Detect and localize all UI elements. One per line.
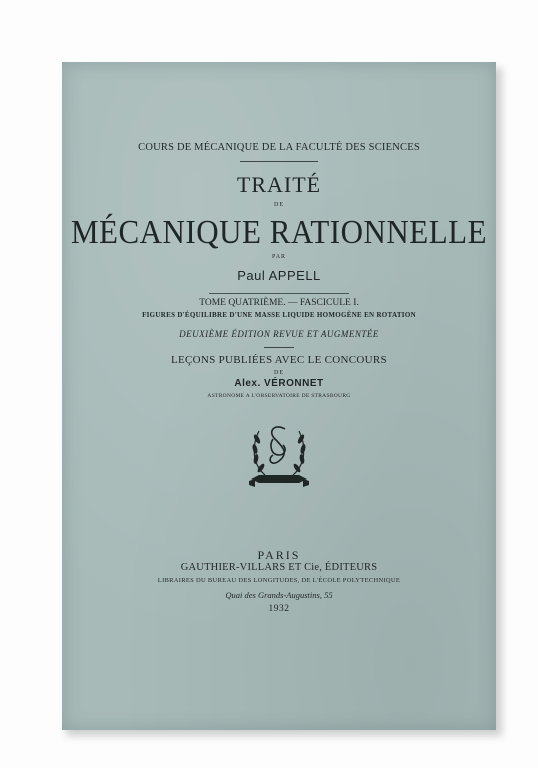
publisher-description: LIBRAIRES DU BUREAU DES LONGITUDES, DE L'ÉCOLE POLYTECHNIQUE (157, 577, 401, 584)
lecons-label: LEÇONS PUBLIÉES AVEC LE CONCOURS (171, 354, 387, 366)
publisher-name: GAUTHIER-VILLARS ET Cie, ÉDITEURS (180, 562, 378, 573)
collaborator-name: Alex. VÉRONNET (234, 378, 324, 389)
author-name: Paul APPELL (237, 268, 321, 283)
title-de: DE (274, 202, 284, 208)
divider (240, 161, 318, 162)
publisher-address: Quai des Grands-Augustins, 55 (225, 590, 333, 600)
publication-year: 1932 (268, 604, 290, 614)
edition-label: DEUXIÈME ÉDITION REVUE ET AUGMENTÉE (179, 329, 379, 339)
title-line1: TRAITÉ (236, 172, 322, 197)
lecons-de: DE (274, 370, 284, 376)
city: PARIS (257, 548, 301, 562)
series-title: COURS DE MÉCANIQUE DE LA FACULTÉ DES SCIENCES (138, 142, 420, 153)
publisher-emblem-icon (245, 415, 313, 493)
by-label: PAR (271, 254, 287, 260)
volume-subtitle: FIGURES D'ÉQUILIBRE D'UNE MASSE LIQUIDE HOMOGÈNE EN ROTATION (142, 311, 416, 319)
collaborator-title: ASTRONOME A L'OBSERVATOIRE DE STRASBOURG (207, 393, 351, 399)
tome-label: TOME QUATRIÈME. — FASCICULE I. (199, 298, 359, 308)
main-title: MÉCANIQUE RATIONNELLE (70, 212, 488, 251)
divider (264, 347, 294, 348)
divider (209, 293, 349, 294)
book-cover (62, 62, 496, 730)
